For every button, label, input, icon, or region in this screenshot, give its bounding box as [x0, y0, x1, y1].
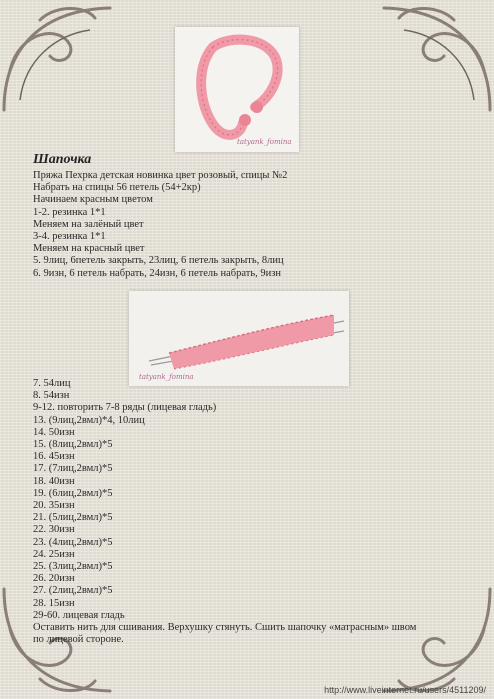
instruction-line: 20. 35изн [33, 500, 75, 512]
instruction-line: Оставить нить для сшивания. Верхушку стянуть. Сшить шапочку «матрасным» швом [33, 622, 417, 634]
corner-ornament-top-left [0, 0, 130, 120]
instruction-line: 9-12. повторить 7-8 ряды (лицевая гладь) [33, 402, 217, 414]
instruction-line: 3-4. резинка 1*1 [33, 231, 106, 243]
instruction-line: 22. 30изн [33, 524, 75, 536]
instruction-line: 21. (5лиц,2вмл)*5 [33, 512, 113, 524]
instruction-line: 5. 9лиц, 6петель закрыть, 23лиц, 6 петель закрыть, 8лиц [33, 255, 284, 267]
source-url[interactable]: http://www.liveinternet.ru/users/4511209/ [324, 685, 486, 695]
instruction-line: 18. 40изн [33, 475, 75, 487]
photo-knitting-on-needles [129, 291, 349, 386]
instruction-line: 16. 45изн [33, 451, 75, 463]
instructions-block-1 [33, 170, 473, 280]
instruction-line: 24. 25изн [33, 548, 75, 560]
watermark-text: tatyank_fomina [237, 138, 292, 146]
instruction-line: 8. 54изн [33, 390, 70, 402]
instruction-line: Меняем на залёный цвет [33, 218, 144, 230]
instruction-line: 19. (6лиц,2вмл)*5 [33, 487, 113, 499]
instruction-line: Начинаем красным цветом [33, 194, 153, 206]
instruction-line: 17. (7лиц,2вмл)*5 [33, 463, 113, 475]
corner-ornament-top-right [364, 0, 494, 120]
instruction-line: 29-60. лицевая гладь [33, 609, 125, 621]
instruction-line: Меняем на красный цвет [33, 243, 145, 255]
instruction-line: 14. 50изн [33, 426, 75, 438]
instruction-line: 1-2. резинка 1*1 [33, 206, 106, 218]
instruction-line: по лицевой стороне. [33, 634, 124, 646]
instruction-line: 27. (2лиц,2вмл)*5 [33, 585, 113, 597]
instruction-line: Набрать на спицы 56 петель (54+2кр) [33, 182, 201, 194]
instructions-block-2 [33, 378, 473, 646]
instruction-line: 28. 15изн [33, 597, 75, 609]
instruction-line: 26. 20изн [33, 573, 75, 585]
instruction-line: 15. (8лиц,2вмл)*5 [33, 439, 113, 451]
instruction-line: Пряжа Пехрка детская новинка цвет розовый, спицы №2 [33, 170, 288, 181]
instruction-line: 23. (4лиц,2вмл)*5 [33, 536, 113, 548]
instruction-line: 25. (3лиц,2вмл)*5 [33, 561, 113, 573]
watermark-text: tatyank_fomina [139, 373, 194, 381]
photo-knitted-cord [175, 27, 299, 152]
instruction-line: 6. 9изн, 6 петель набрать, 24изн, 6 петель набрать, 9изн [33, 267, 282, 279]
instruction-line: 13. (9лиц,2вмл)*4, 10лиц [33, 414, 145, 426]
page-title: Шапочка [33, 152, 92, 167]
instruction-line: 7. 54лиц [33, 378, 71, 389]
